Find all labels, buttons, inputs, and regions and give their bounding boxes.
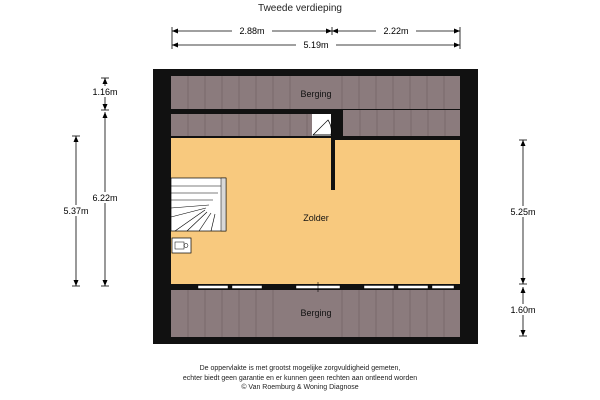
dim-right-main: 5.25m xyxy=(510,207,536,217)
right-dimensions xyxy=(503,140,543,336)
berging-top-extension xyxy=(343,110,460,140)
disclaimer-line-3: © Van Roemburg & Woning Diagnose xyxy=(241,384,359,391)
disclaimer xyxy=(0,364,600,393)
dim-right-bottom: 1.60m xyxy=(510,305,536,315)
room-label-berging-top: Berging xyxy=(300,89,332,99)
dim-top-left: 2.88m xyxy=(239,26,265,36)
dim-top-total: 5.19m xyxy=(303,40,329,50)
dim-left-inner: 5.37m xyxy=(63,206,89,216)
top-dimensions xyxy=(172,26,460,50)
dim-top-right: 2.22m xyxy=(383,26,409,36)
left-dimensions xyxy=(56,78,124,286)
room-label-berging-bottom: Berging xyxy=(300,308,332,318)
dim-left-top: 1.16m xyxy=(92,87,118,97)
disclaimer-line-1: De oppervlakte is met grootst mogelijke zorgvuldigheid gemeten, xyxy=(199,365,401,372)
boiler-icon xyxy=(172,238,191,253)
disclaimer-line-2: echter biedt geen garantie en er kunnen geen rechten aan ontleend worden xyxy=(182,374,418,382)
dim-left-total: 6.22m xyxy=(92,193,118,203)
staircase xyxy=(171,178,226,231)
room-label-zolder: Zolder xyxy=(303,213,329,223)
corridor-door xyxy=(312,114,331,136)
plan-title: Tweede verdieping xyxy=(258,3,342,14)
